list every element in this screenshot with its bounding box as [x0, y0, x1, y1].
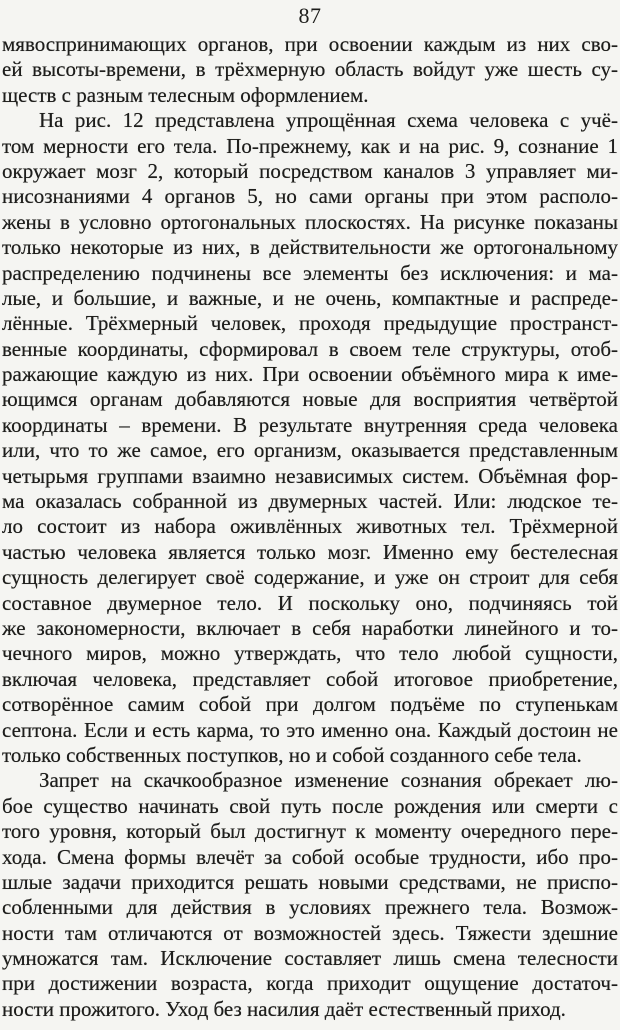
- text-line: ности прожитого. Уход без насилия даёт естественный приход.: [2, 996, 566, 1021]
- text-line: мявоспринимающих органов, при освоении каждым из них сво-: [2, 32, 618, 56]
- text-line: окружает мозг 2, который посредством каналов 3 управляет ми-: [2, 158, 618, 183]
- text-line: хода. Смена формы влечёт за собой особые трудности, ибо про-: [2, 844, 618, 869]
- text-line: включая человека, представляет собой итоговое приобретение,: [2, 666, 618, 691]
- text-line: том мерности его тела. По-прежнему, как и на рис. 9, сознание 1: [2, 133, 618, 158]
- text-line: ности там отличаются от возможностей здесь. Тяжести здешние: [2, 920, 618, 945]
- text-line: ма оказалась собранной из двумерных частей. Или: людское те-: [2, 489, 618, 514]
- text-line: частью человека является только мозг. Именно ему бестелесная: [2, 539, 618, 564]
- text-line: ей высоты-времени, в трёхмерную область войдут уже шесть су-: [2, 57, 618, 82]
- text-line: четырьмя группами взаимно независимых систем. Объёмная фор-: [2, 463, 618, 488]
- text-line: венные координаты, сформировал в своем теле структуры, отоб-: [2, 336, 618, 361]
- text-line: или, что то же самое, его организм, оказывается представленным: [2, 438, 618, 463]
- text-line: лые, и большие, и важные, и не очень, компактные и распреде-: [2, 285, 618, 310]
- text-line: лённые. Трёхмерный человек, проходя предыдущие пространст-: [2, 311, 618, 336]
- text-line: только некоторые из них, в действительности же ортогональному: [2, 235, 618, 260]
- text-line: при достижении возраста, когда приходит ощущение достаточ-: [2, 971, 618, 996]
- text-line: септона. Если и есть карма, то это именно она. Каждый достоин не: [2, 717, 618, 742]
- text-line: только собственных поступков, но и собой созданного себе тела.: [2, 742, 582, 767]
- text-line: Запрет на скачкообразное изменение сознания обрекает лю-: [39, 768, 618, 793]
- text-line: На рис. 12 представлена упрощённая схема человека с учё-: [39, 108, 618, 133]
- text-line: жены в условно ортогональных плоскостях. На рисунке показаны: [2, 209, 618, 234]
- page-number: 87: [298, 3, 322, 28]
- text-line: ло состоит из набора оживлённых животных тел. Трёхмерной: [2, 514, 618, 539]
- text-line: координаты – времени. В результате внутренняя среда человека: [2, 412, 618, 437]
- text-line: же закономерности, включает в себя наработки линейного и то-: [2, 615, 618, 640]
- text-line: шлые задачи приходится решать новыми средствами, не приспо-: [2, 869, 618, 894]
- text-line: чечного миров, можно утверждать, что тело любой сущности,: [2, 641, 618, 666]
- text-line: сотворённое самим собой при долгом подъёме по ступенькам: [2, 692, 618, 717]
- text-line: умножатся там. Исключение составляет лишь смена телесности: [2, 946, 618, 971]
- text-line: сущность делегирует своё содержание, и уже он строит для себя: [2, 565, 618, 590]
- page-text: [2, 32, 618, 1022]
- text-line: составное двумерное тело. И поскольку оно, подчиняясь той: [2, 590, 618, 615]
- text-line: того уровня, который был достигнут к моменту очередного пере-: [2, 819, 618, 844]
- text-line: ющимся органам добавляются новые для восприятия четвёртой: [2, 387, 618, 412]
- text-line: ществ с разным телесным оформлением.: [2, 82, 369, 107]
- text-line: ражающие каждую из них. При освоении объёмного мира к име-: [2, 362, 618, 387]
- text-line: собленными для действия в условиях прежнего тела. Возмож-: [2, 895, 618, 920]
- text-line: нисознаниями 4 органов 5, но сами органы при этом располо-: [2, 184, 618, 209]
- text-line: бое существо начинать свой путь после рождения или смерти с: [2, 793, 618, 818]
- text-line: распределению подчинены все элементы без исключения: и ма-: [2, 260, 618, 285]
